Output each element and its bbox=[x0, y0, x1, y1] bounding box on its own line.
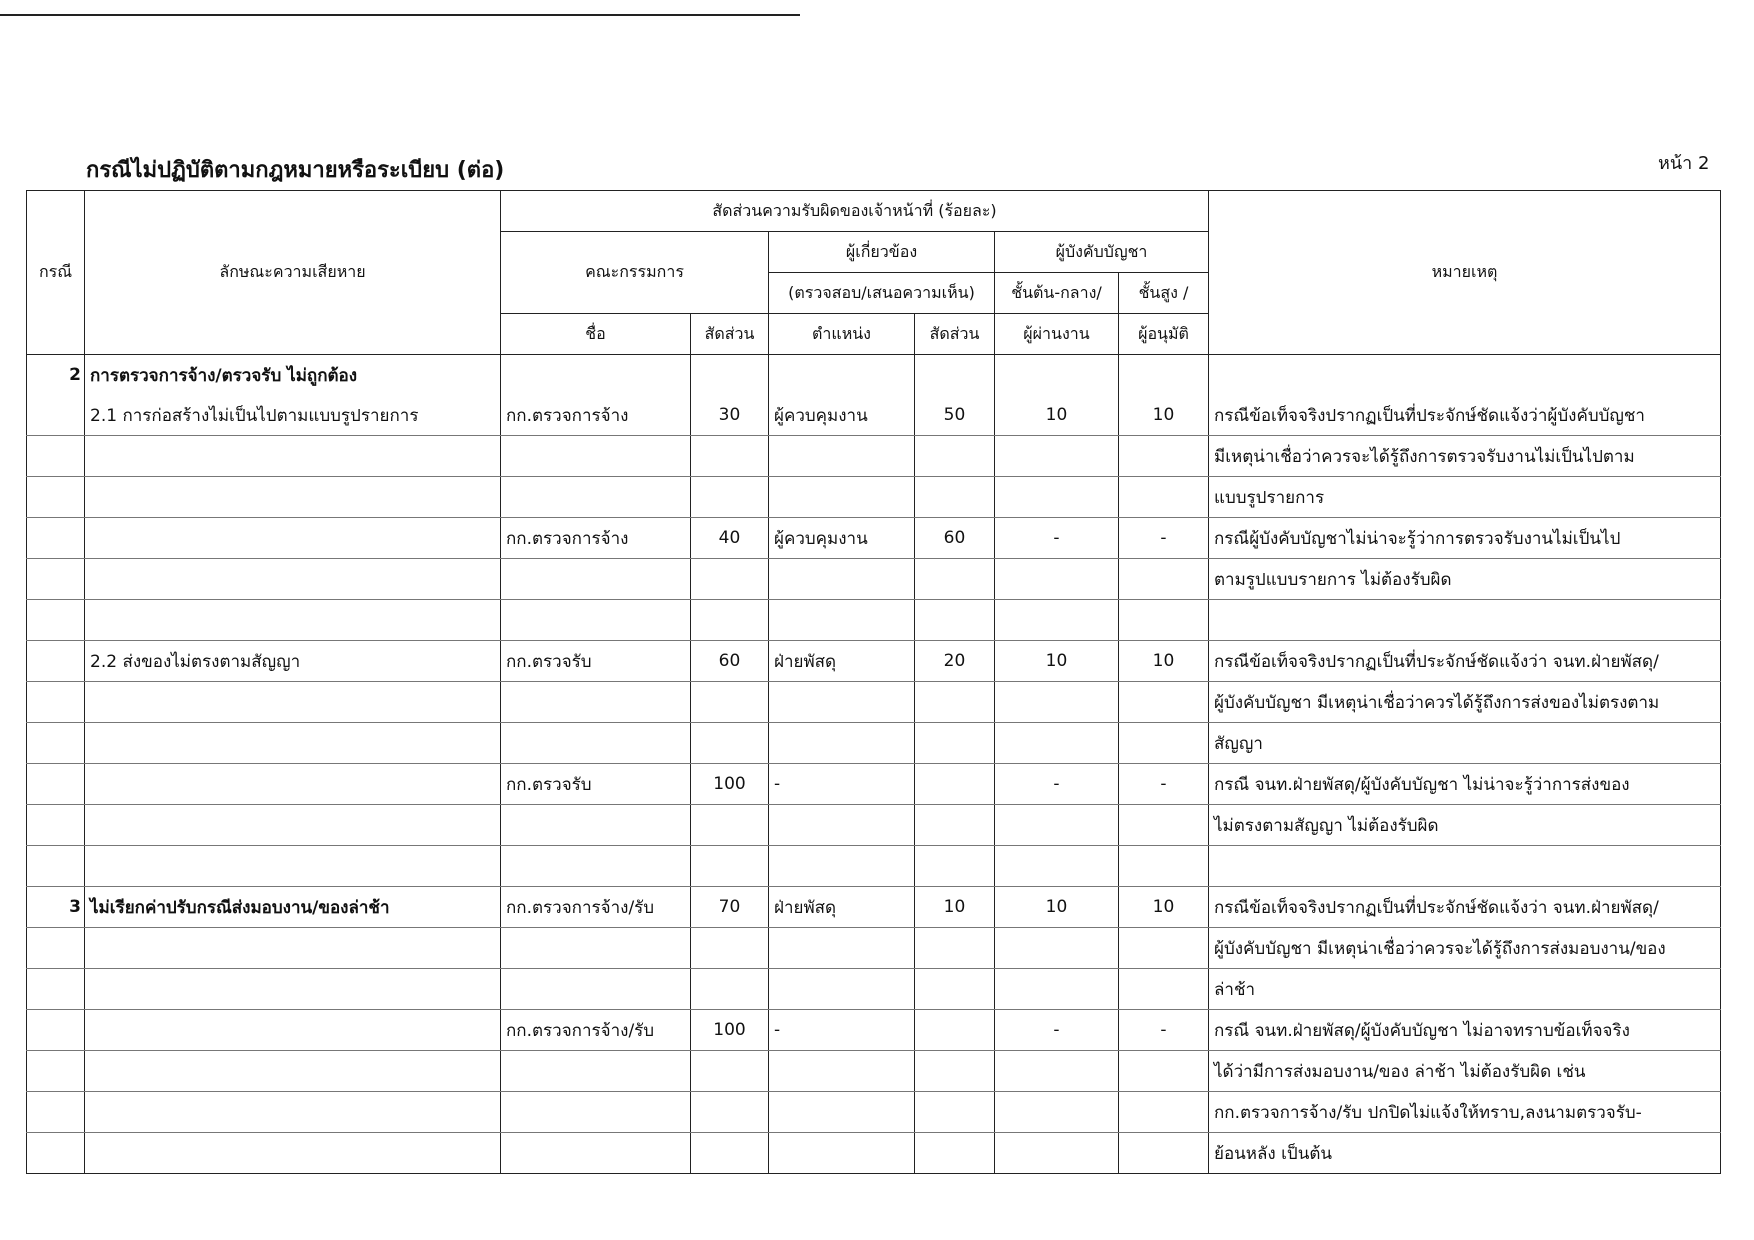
case-cell bbox=[27, 928, 85, 969]
committee-name-cell bbox=[501, 682, 691, 723]
case-cell bbox=[27, 1133, 85, 1174]
table-row bbox=[27, 641, 1721, 682]
committee-name-cell: กก.ตรวจการจ้าง bbox=[501, 518, 691, 559]
related-ratio-cell bbox=[915, 355, 995, 396]
table-row bbox=[27, 436, 1721, 477]
case-cell: 3 bbox=[27, 887, 85, 928]
related-ratio-cell bbox=[915, 1133, 995, 1174]
committee-ratio-cell bbox=[691, 355, 769, 396]
damage-cell bbox=[85, 928, 501, 969]
sup-high-cell bbox=[1119, 355, 1209, 396]
damage-cell bbox=[85, 477, 501, 518]
table-row bbox=[27, 723, 1721, 764]
related-ratio-cell bbox=[915, 1051, 995, 1092]
remark-cell bbox=[1209, 600, 1721, 641]
case-cell bbox=[27, 436, 85, 477]
related-ratio-cell bbox=[915, 969, 995, 1010]
sup-low-cell bbox=[995, 846, 1119, 887]
sup-high-cell: - bbox=[1119, 764, 1209, 805]
case-cell bbox=[27, 682, 85, 723]
related-ratio-cell bbox=[915, 559, 995, 600]
damage-cell bbox=[85, 1010, 501, 1051]
header-ratio-group: สัดส่วนความรับผิดของเจ้าหน้าที่ (ร้อยละ) bbox=[501, 191, 1209, 232]
sup-high-cell bbox=[1119, 1092, 1209, 1133]
remark-cell: กก.ตรวจการจ้าง/รับ ปกปิดไม่แจ้งให้ทราบ,ลงนามตรวจรับ- bbox=[1209, 1092, 1721, 1133]
committee-name-cell: กก.ตรวจการจ้าง bbox=[501, 395, 691, 436]
remark-cell: กรณี จนท.ฝ่ายพัสดุ/ผู้บังคับบัญชา ไม่อาจทราบข้อเท็จจริง bbox=[1209, 1010, 1721, 1051]
sup-high-cell: - bbox=[1119, 1010, 1209, 1051]
related-ratio-cell bbox=[915, 600, 995, 641]
related-ratio-cell: 50 bbox=[915, 395, 995, 436]
remark-cell: สัญญา bbox=[1209, 723, 1721, 764]
related-position-cell bbox=[769, 355, 915, 396]
related-ratio-cell bbox=[915, 682, 995, 723]
committee-ratio-cell bbox=[691, 805, 769, 846]
header-related-position: ตำแหน่ง bbox=[769, 314, 915, 355]
sup-low-cell bbox=[995, 1092, 1119, 1133]
sup-low-cell bbox=[995, 436, 1119, 477]
sup-low-cell: 10 bbox=[995, 887, 1119, 928]
sup-low-cell bbox=[995, 805, 1119, 846]
case-cell bbox=[27, 1051, 85, 1092]
related-position-cell bbox=[769, 969, 915, 1010]
related-ratio-cell: 20 bbox=[915, 641, 995, 682]
table-row bbox=[27, 969, 1721, 1010]
remark-cell bbox=[1209, 846, 1721, 887]
header-sup-high-2: ผู้อนุมัติ bbox=[1119, 314, 1209, 355]
damage-cell bbox=[85, 723, 501, 764]
remark-cell bbox=[1209, 355, 1721, 396]
damage-cell bbox=[85, 846, 501, 887]
sup-low-cell: - bbox=[995, 764, 1119, 805]
case-cell bbox=[27, 1010, 85, 1051]
related-position-cell bbox=[769, 1051, 915, 1092]
liability-table bbox=[26, 190, 1721, 1174]
table-row bbox=[27, 559, 1721, 600]
related-position-cell: ฝ่ายพัสดุ bbox=[769, 887, 915, 928]
case-cell bbox=[27, 805, 85, 846]
committee-ratio-cell: 70 bbox=[691, 887, 769, 928]
committee-ratio-cell bbox=[691, 846, 769, 887]
sup-high-cell bbox=[1119, 1133, 1209, 1174]
remark-cell: แบบรูปรายการ bbox=[1209, 477, 1721, 518]
remark-cell: ผู้บังคับบัญชา มีเหตุน่าเชื่อว่าควรจะได้รู้ถึงการส่งมอบงาน/ของ bbox=[1209, 928, 1721, 969]
sup-low-cell bbox=[995, 1051, 1119, 1092]
damage-cell bbox=[85, 682, 501, 723]
related-ratio-cell bbox=[915, 846, 995, 887]
related-position-cell bbox=[769, 682, 915, 723]
sup-low-cell: 10 bbox=[995, 641, 1119, 682]
sup-low-cell bbox=[995, 723, 1119, 764]
damage-cell: ไม่เรียกค่าปรับกรณีส่งมอบงาน/ของล่าช้า bbox=[85, 887, 501, 928]
related-position-cell bbox=[769, 846, 915, 887]
damage-cell: 2.1 การก่อสร้างไม่เป็นไปตามแบบรูปรายการ bbox=[85, 395, 501, 436]
header-committee-name: ชื่อ bbox=[501, 314, 691, 355]
committee-ratio-cell bbox=[691, 969, 769, 1010]
related-position-cell: ผู้ควบคุมงาน bbox=[769, 518, 915, 559]
related-position-cell bbox=[769, 436, 915, 477]
case-cell bbox=[27, 1092, 85, 1133]
committee-name-cell bbox=[501, 559, 691, 600]
committee-name-cell bbox=[501, 355, 691, 396]
case-cell bbox=[27, 477, 85, 518]
header-related: ผู้เกี่ยวข้อง bbox=[769, 232, 995, 273]
sup-high-cell: 10 bbox=[1119, 641, 1209, 682]
table-row bbox=[27, 928, 1721, 969]
damage-cell bbox=[85, 1133, 501, 1174]
remark-cell: กรณีข้อเท็จจริงปรากฏเป็นที่ประจักษ์ชัดแจ้งว่า จนท.ฝ่ายพัสดุ/ bbox=[1209, 641, 1721, 682]
header-committee-ratio: สัดส่วน bbox=[691, 314, 769, 355]
committee-ratio-cell: 100 bbox=[691, 764, 769, 805]
committee-name-cell bbox=[501, 969, 691, 1010]
remark-cell: ล่าช้า bbox=[1209, 969, 1721, 1010]
damage-cell bbox=[85, 1051, 501, 1092]
related-position-cell bbox=[769, 1133, 915, 1174]
committee-ratio-cell bbox=[691, 928, 769, 969]
table-header bbox=[27, 191, 1721, 355]
page-title: กรณีไม่ปฏิบัติตามกฎหมายหรือระเบียบ (ต่อ) bbox=[86, 158, 505, 183]
header-sup-low-1: ชั้นต้น-กลาง/ bbox=[995, 273, 1119, 314]
related-ratio-cell bbox=[915, 1092, 995, 1133]
header-remarks: หมายเหตุ bbox=[1209, 191, 1721, 355]
case-cell bbox=[27, 600, 85, 641]
sup-high-cell: 10 bbox=[1119, 887, 1209, 928]
committee-name-cell: กก.ตรวจการจ้าง/รับ bbox=[501, 1010, 691, 1051]
sup-high-cell bbox=[1119, 436, 1209, 477]
related-position-cell bbox=[769, 600, 915, 641]
damage-cell bbox=[85, 518, 501, 559]
table-row bbox=[27, 805, 1721, 846]
committee-name-cell bbox=[501, 600, 691, 641]
sup-low-cell bbox=[995, 1133, 1119, 1174]
related-ratio-cell bbox=[915, 477, 995, 518]
case-cell: 2 bbox=[27, 355, 85, 396]
case-cell bbox=[27, 969, 85, 1010]
sup-high-cell: - bbox=[1119, 518, 1209, 559]
related-position-cell: ผู้ควบคุมงาน bbox=[769, 395, 915, 436]
related-position-cell: - bbox=[769, 1010, 915, 1051]
sup-high-cell bbox=[1119, 1051, 1209, 1092]
remark-cell: ไม่ตรงตามสัญญา ไม่ต้องรับผิด bbox=[1209, 805, 1721, 846]
table-row bbox=[27, 355, 1721, 396]
committee-name-cell bbox=[501, 1133, 691, 1174]
damage-cell bbox=[85, 764, 501, 805]
related-ratio-cell bbox=[915, 723, 995, 764]
related-ratio-cell bbox=[915, 928, 995, 969]
case-cell bbox=[27, 559, 85, 600]
committee-name-cell bbox=[501, 477, 691, 518]
damage-cell bbox=[85, 1092, 501, 1133]
table-row bbox=[27, 477, 1721, 518]
sup-high-cell bbox=[1119, 477, 1209, 518]
sup-high-cell bbox=[1119, 846, 1209, 887]
sup-high-cell bbox=[1119, 559, 1209, 600]
header-sup-high-1: ชั้นสูง / bbox=[1119, 273, 1209, 314]
committee-ratio-cell bbox=[691, 600, 769, 641]
remark-cell: กรณีข้อเท็จจริงปรากฏเป็นที่ประจักษ์ชัดแจ้งว่าผู้บังคับบัญชา bbox=[1209, 395, 1721, 436]
sup-low-cell bbox=[995, 969, 1119, 1010]
header-sup-low-2: ผู้ผ่านงาน bbox=[995, 314, 1119, 355]
sup-high-cell bbox=[1119, 928, 1209, 969]
sup-high-cell bbox=[1119, 805, 1209, 846]
remark-cell: ผู้บังคับบัญชา มีเหตุน่าเชื่อว่าควรได้รู้ถึงการส่งของไม่ตรงตาม bbox=[1209, 682, 1721, 723]
table-row bbox=[27, 1133, 1721, 1174]
damage-cell bbox=[85, 559, 501, 600]
committee-name-cell bbox=[501, 928, 691, 969]
sup-low-cell: 10 bbox=[995, 395, 1119, 436]
related-position-cell bbox=[769, 805, 915, 846]
remark-cell: กรณีผู้บังคับบัญชาไม่น่าจะรู้ว่าการตรวจรับงานไม่เป็นไป bbox=[1209, 518, 1721, 559]
committee-ratio-cell bbox=[691, 436, 769, 477]
related-ratio-cell: 10 bbox=[915, 887, 995, 928]
related-position-cell bbox=[769, 723, 915, 764]
related-position-cell bbox=[769, 477, 915, 518]
related-ratio-cell bbox=[915, 1010, 995, 1051]
sup-low-cell bbox=[995, 928, 1119, 969]
committee-ratio-cell bbox=[691, 1092, 769, 1133]
related-ratio-cell: 60 bbox=[915, 518, 995, 559]
header-case: กรณี bbox=[27, 191, 85, 355]
table-row bbox=[27, 395, 1721, 436]
committee-ratio-cell bbox=[691, 1051, 769, 1092]
committee-name-cell bbox=[501, 805, 691, 846]
related-position-cell bbox=[769, 928, 915, 969]
committee-ratio-cell bbox=[691, 477, 769, 518]
table-row bbox=[27, 1092, 1721, 1133]
committee-name-cell: กก.ตรวจรับ bbox=[501, 641, 691, 682]
header-related-sub: (ตรวจสอบ/เสนอความเห็น) bbox=[769, 273, 995, 314]
damage-cell: 2.2 ส่งของไม่ตรงตามสัญญา bbox=[85, 641, 501, 682]
committee-ratio-cell bbox=[691, 1133, 769, 1174]
case-cell bbox=[27, 723, 85, 764]
committee-ratio-cell: 100 bbox=[691, 1010, 769, 1051]
header-committee: คณะกรรมการ bbox=[501, 232, 769, 314]
related-position-cell: - bbox=[769, 764, 915, 805]
table-row bbox=[27, 846, 1721, 887]
sup-high-cell: 10 bbox=[1119, 395, 1209, 436]
committee-ratio-cell bbox=[691, 559, 769, 600]
damage-cell bbox=[85, 969, 501, 1010]
related-ratio-cell bbox=[915, 764, 995, 805]
table-row bbox=[27, 1051, 1721, 1092]
sup-low-cell bbox=[995, 477, 1119, 518]
table-row bbox=[27, 682, 1721, 723]
case-cell bbox=[27, 395, 85, 436]
committee-ratio-cell: 40 bbox=[691, 518, 769, 559]
related-ratio-cell bbox=[915, 436, 995, 477]
committee-name-cell: กก.ตรวจการจ้าง/รับ bbox=[501, 887, 691, 928]
table-row bbox=[27, 887, 1721, 928]
committee-name-cell bbox=[501, 1051, 691, 1092]
header-supervisor: ผู้บังคับบัญชา bbox=[995, 232, 1209, 273]
committee-name-cell bbox=[501, 1092, 691, 1133]
committee-name-cell: กก.ตรวจรับ bbox=[501, 764, 691, 805]
table-row bbox=[27, 1010, 1721, 1051]
table-row bbox=[27, 764, 1721, 805]
sup-high-cell bbox=[1119, 723, 1209, 764]
remark-cell: กรณี จนท.ฝ่ายพัสดุ/ผู้บังคับบัญชา ไม่น่าจะรู้ว่าการส่งของ bbox=[1209, 764, 1721, 805]
committee-name-cell bbox=[501, 846, 691, 887]
damage-cell bbox=[85, 436, 501, 477]
committee-ratio-cell: 30 bbox=[691, 395, 769, 436]
related-position-cell bbox=[769, 559, 915, 600]
remark-cell: ย้อนหลัง เป็นต้น bbox=[1209, 1133, 1721, 1174]
case-cell bbox=[27, 641, 85, 682]
header-damage: ลักษณะความเสียหาย bbox=[85, 191, 501, 355]
remark-cell: ตามรูปแบบรายการ ไม่ต้องรับผิด bbox=[1209, 559, 1721, 600]
remark-cell: กรณีข้อเท็จจริงปรากฏเป็นที่ประจักษ์ชัดแจ้งว่า จนท.ฝ่ายพัสดุ/ bbox=[1209, 887, 1721, 928]
sup-low-cell bbox=[995, 559, 1119, 600]
committee-ratio-cell bbox=[691, 723, 769, 764]
damage-cell bbox=[85, 600, 501, 641]
remark-cell: ได้ว่ามีการส่งมอบงาน/ของ ล่าช้า ไม่ต้องรับผิด เช่น bbox=[1209, 1051, 1721, 1092]
committee-ratio-cell bbox=[691, 682, 769, 723]
sup-low-cell bbox=[995, 355, 1119, 396]
case-cell bbox=[27, 846, 85, 887]
table-row bbox=[27, 518, 1721, 559]
sup-high-cell bbox=[1119, 969, 1209, 1010]
header-related-ratio: สัดส่วน bbox=[915, 314, 995, 355]
sup-low-cell: - bbox=[995, 518, 1119, 559]
top-rule bbox=[0, 14, 800, 16]
committee-name-cell bbox=[501, 723, 691, 764]
committee-name-cell bbox=[501, 436, 691, 477]
table-body bbox=[27, 355, 1721, 1174]
sup-low-cell bbox=[995, 600, 1119, 641]
damage-cell bbox=[85, 805, 501, 846]
sup-high-cell bbox=[1119, 600, 1209, 641]
sup-low-cell: - bbox=[995, 1010, 1119, 1051]
sup-low-cell bbox=[995, 682, 1119, 723]
page-number: หน้า 2 bbox=[1658, 153, 1710, 174]
related-position-cell: ฝ่ายพัสดุ bbox=[769, 641, 915, 682]
remark-cell: มีเหตุน่าเชื่อว่าควรจะได้รู้ถึงการตรวจรับงานไม่เป็นไปตาม bbox=[1209, 436, 1721, 477]
related-position-cell bbox=[769, 1092, 915, 1133]
case-cell bbox=[27, 764, 85, 805]
table-row bbox=[27, 600, 1721, 641]
sup-high-cell bbox=[1119, 682, 1209, 723]
case-cell bbox=[27, 518, 85, 559]
committee-ratio-cell: 60 bbox=[691, 641, 769, 682]
damage-cell: การตรวจการจ้าง/ตรวจรับ ไม่ถูกต้อง bbox=[85, 355, 501, 396]
related-ratio-cell bbox=[915, 805, 995, 846]
